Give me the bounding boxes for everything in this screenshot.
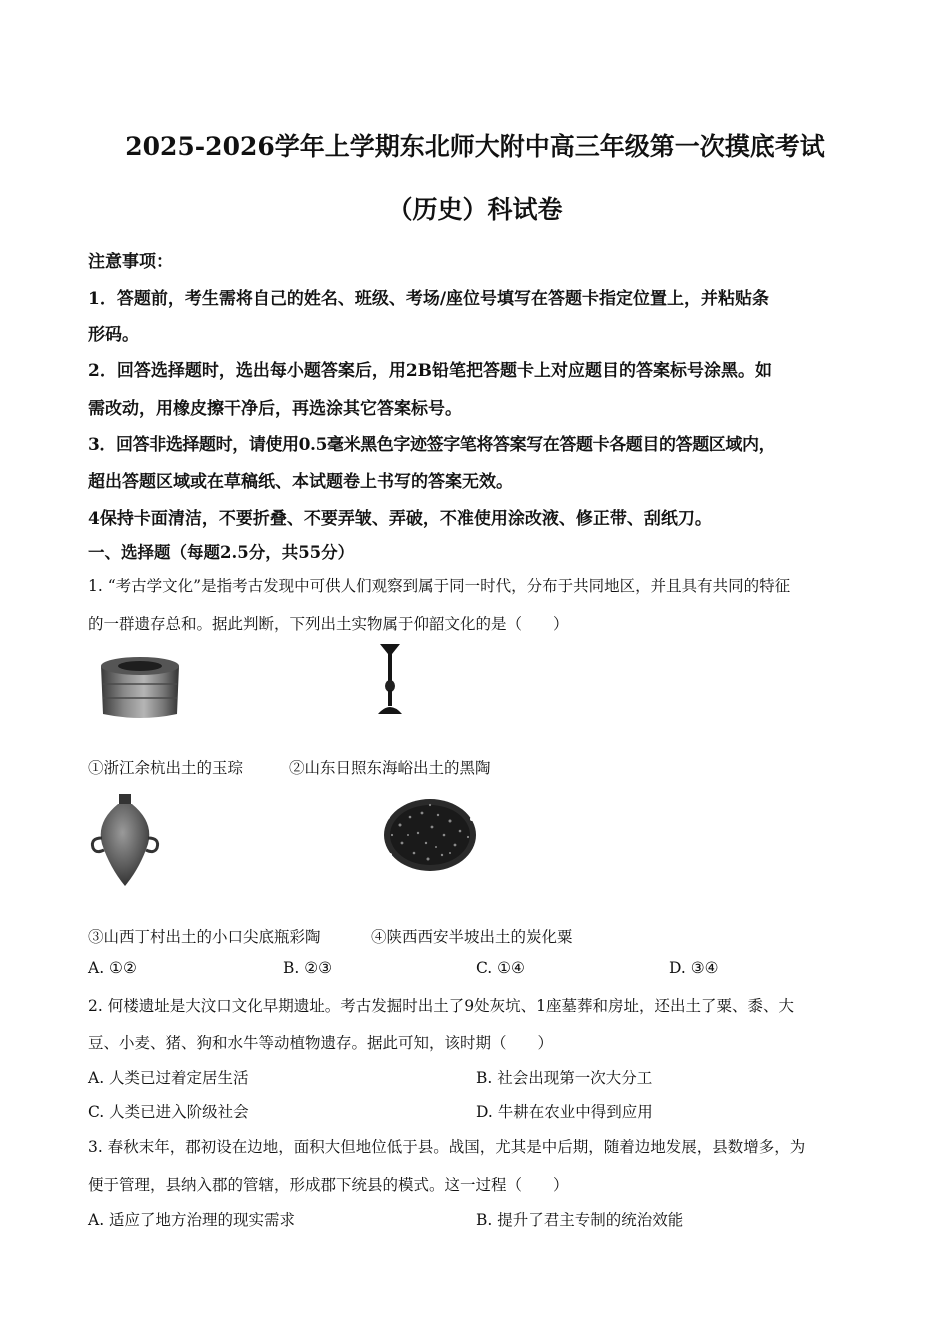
q2-option-a: A. 人类已过着定居生活: [88, 1069, 249, 1087]
page-title: 2025-2026学年上学期东北师大附中高三年级第一次摸底考试: [125, 132, 825, 161]
q2-option-d: D. 牛耕在农业中得到应用: [476, 1103, 653, 1121]
q3-option-b: B. 提升了君主专制的统治效能: [476, 1211, 684, 1229]
caption-2: ②山东日照东海峪出土的黑陶: [289, 759, 491, 777]
q1-stem-cont: 的一群遗存总和。据此判断，下列出土实物属于仰韶文化的是（ ）: [88, 615, 569, 633]
caption-4: ④陕西西安半坡出土的炭化粟: [371, 928, 573, 946]
q1-option-c: C. ①④: [476, 959, 525, 977]
carbonized-millet-image: [380, 795, 480, 879]
q1-stem: 1. “考古学文化”是指考古发现中可供人们观察到属于同一时代，分布于共同地区，并且具有共同的特征: [88, 577, 791, 595]
notice-item-4: 4保持卡面清洁，不要折叠、不要弄皱、弄破，不准使用涂改液、修正带、刮纸刀。: [88, 509, 712, 529]
q2-option-b: B. 社会出现第一次大分工: [476, 1069, 653, 1087]
pointed-bottle-image: [88, 792, 162, 892]
notice-item-1-cont: 形码。: [88, 325, 139, 345]
notice-item-2-cont: 需改动，用橡皮擦干净后，再选涂其它答案标号。: [88, 399, 462, 419]
q2-stem-cont: 豆、小麦、猪、狗和水牛等动植物遗存。据此可知，该时期（ ）: [88, 1034, 554, 1052]
notice-heading: 注意事项：: [88, 252, 173, 272]
q2-stem: 2. 何楼遗址是大汶口文化早期遗址。考古发掘时出土了9处灰坑、1座墓葬和房址，还出土了粟、黍、大: [88, 997, 794, 1015]
caption-3: ③山西丁村出土的小口尖底瓶彩陶: [88, 928, 321, 946]
notice-item-1: 1．答题前，考生需将自己的姓名、班级、考场/座位号填写在答题卡指定位置上，并粘贴条: [88, 289, 770, 309]
q1-option-b: B. ②③: [283, 959, 333, 977]
page-subtitle: （历史）科试卷: [387, 195, 563, 224]
q1-option-d: D. ③④: [669, 959, 719, 977]
q1-option-a: A. ①②: [88, 959, 137, 977]
notice-item-3: 3．回答非选择题时，请使用0.5毫米黑色字迹签字笔将答案写在答题卡各题目的答题区域内，: [88, 435, 776, 455]
section-heading: 一、选择题（每题2.5分，共55分）: [88, 543, 355, 562]
q3-stem-cont: 便于管理，县纳入郡的管辖，形成郡下统县的模式。这一过程（ ）: [88, 1176, 569, 1194]
q2-option-c: C. 人类已进入阶级社会: [88, 1103, 249, 1121]
caption-1: ①浙江余杭出土的玉琮: [88, 759, 244, 777]
black-pottery-image: [372, 640, 408, 724]
q3-option-a: A. 适应了地方治理的现实需求: [88, 1211, 296, 1229]
notice-item-2: 2．回答选择题时，选出每小题答案后，用2B铅笔把答题卡上对应题目的答案标号涂黑。如: [88, 361, 773, 381]
notice-item-3-cont: 超出答题区域或在草稿纸、本试题卷上书写的答案无效。: [88, 472, 513, 492]
jade-cong-image: [95, 652, 185, 728]
q3-stem: 3. 春秋末年，郡初设在边地，面积大但地位低于县。战国，尤其是中后期，随着边地发展，县数增多，为: [88, 1138, 806, 1156]
